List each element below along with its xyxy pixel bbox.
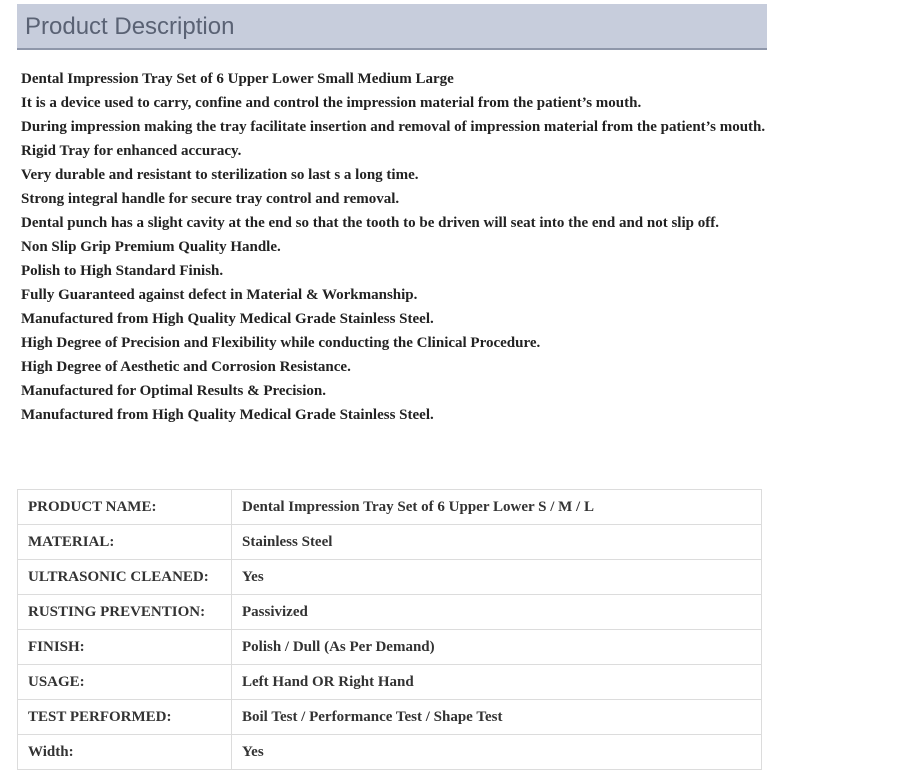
product-description — [21, 67, 781, 427]
table-row — [18, 630, 762, 665]
description-line: Fully Guaranteed against defect in Material & Workmanship. — [21, 287, 418, 303]
description-line: Rigid Tray for enhanced accuracy. — [21, 143, 242, 159]
spec-value: Passivized — [232, 595, 762, 630]
spec-label: ULTRASONIC CLEANED: — [18, 560, 232, 595]
description-line: High Degree of Aesthetic and Corrosion Resistance. — [21, 359, 351, 375]
table-row — [18, 595, 762, 630]
spec-value: Dental Impression Tray Set of 6 Upper Lower S / M / L — [232, 490, 762, 525]
description-line: During impression making the tray facilitate insertion and removal of impression material from the patient’s mouth. — [21, 119, 766, 135]
description-line: Non Slip Grip Premium Quality Handle. — [21, 239, 281, 255]
spec-label: RUSTING PREVENTION: — [18, 595, 232, 630]
description-line: Manufactured from High Quality Medical Grade Stainless Steel. — [21, 311, 434, 327]
description-line: Dental punch has a slight cavity at the end so that the tooth to be driven will seat into the end and not slip off. — [21, 215, 719, 231]
description-line: Very durable and resistant to sterilization so last s a long time. — [21, 167, 419, 183]
spec-value: Polish / Dull (As Per Demand) — [232, 630, 762, 665]
spec-label: FINISH: — [18, 630, 232, 665]
spec-value: Boil Test / Performance Test / Shape Test — [232, 700, 762, 735]
spec-label: Width: — [18, 735, 232, 770]
description-line: Manufactured from High Quality Medical Grade Stainless Steel. — [21, 407, 434, 423]
table-row — [18, 490, 762, 525]
table-row — [18, 735, 762, 770]
spec-value: Yes — [232, 735, 762, 770]
table-row — [18, 700, 762, 735]
section-header — [17, 4, 767, 50]
spec-label: MATERIAL: — [18, 525, 232, 560]
table-row — [18, 560, 762, 595]
specifications-table — [17, 489, 762, 770]
section-title: Product Description — [25, 13, 235, 40]
spec-label: TEST PERFORMED: — [18, 700, 232, 735]
description-line: Manufactured for Optimal Results & Precision. — [21, 383, 326, 399]
spec-value: Stainless Steel — [232, 525, 762, 560]
table-row — [18, 665, 762, 700]
description-line: Strong integral handle for secure tray control and removal. — [21, 191, 400, 207]
spec-label: USAGE: — [18, 665, 232, 700]
spec-value: Yes — [232, 560, 762, 595]
description-line: High Degree of Precision and Flexibility while conducting the Clinical Procedure. — [21, 335, 541, 351]
description-line: Dental Impression Tray Set of 6 Upper Lower Small Medium Large — [21, 71, 454, 87]
spec-label: PRODUCT NAME: — [18, 490, 232, 525]
description-line: Polish to High Standard Finish. — [21, 263, 224, 279]
spec-value: Left Hand OR Right Hand — [232, 665, 762, 700]
table-row — [18, 525, 762, 560]
description-line: It is a device used to carry, confine and control the impression material from the patient’s mouth. — [21, 95, 642, 111]
